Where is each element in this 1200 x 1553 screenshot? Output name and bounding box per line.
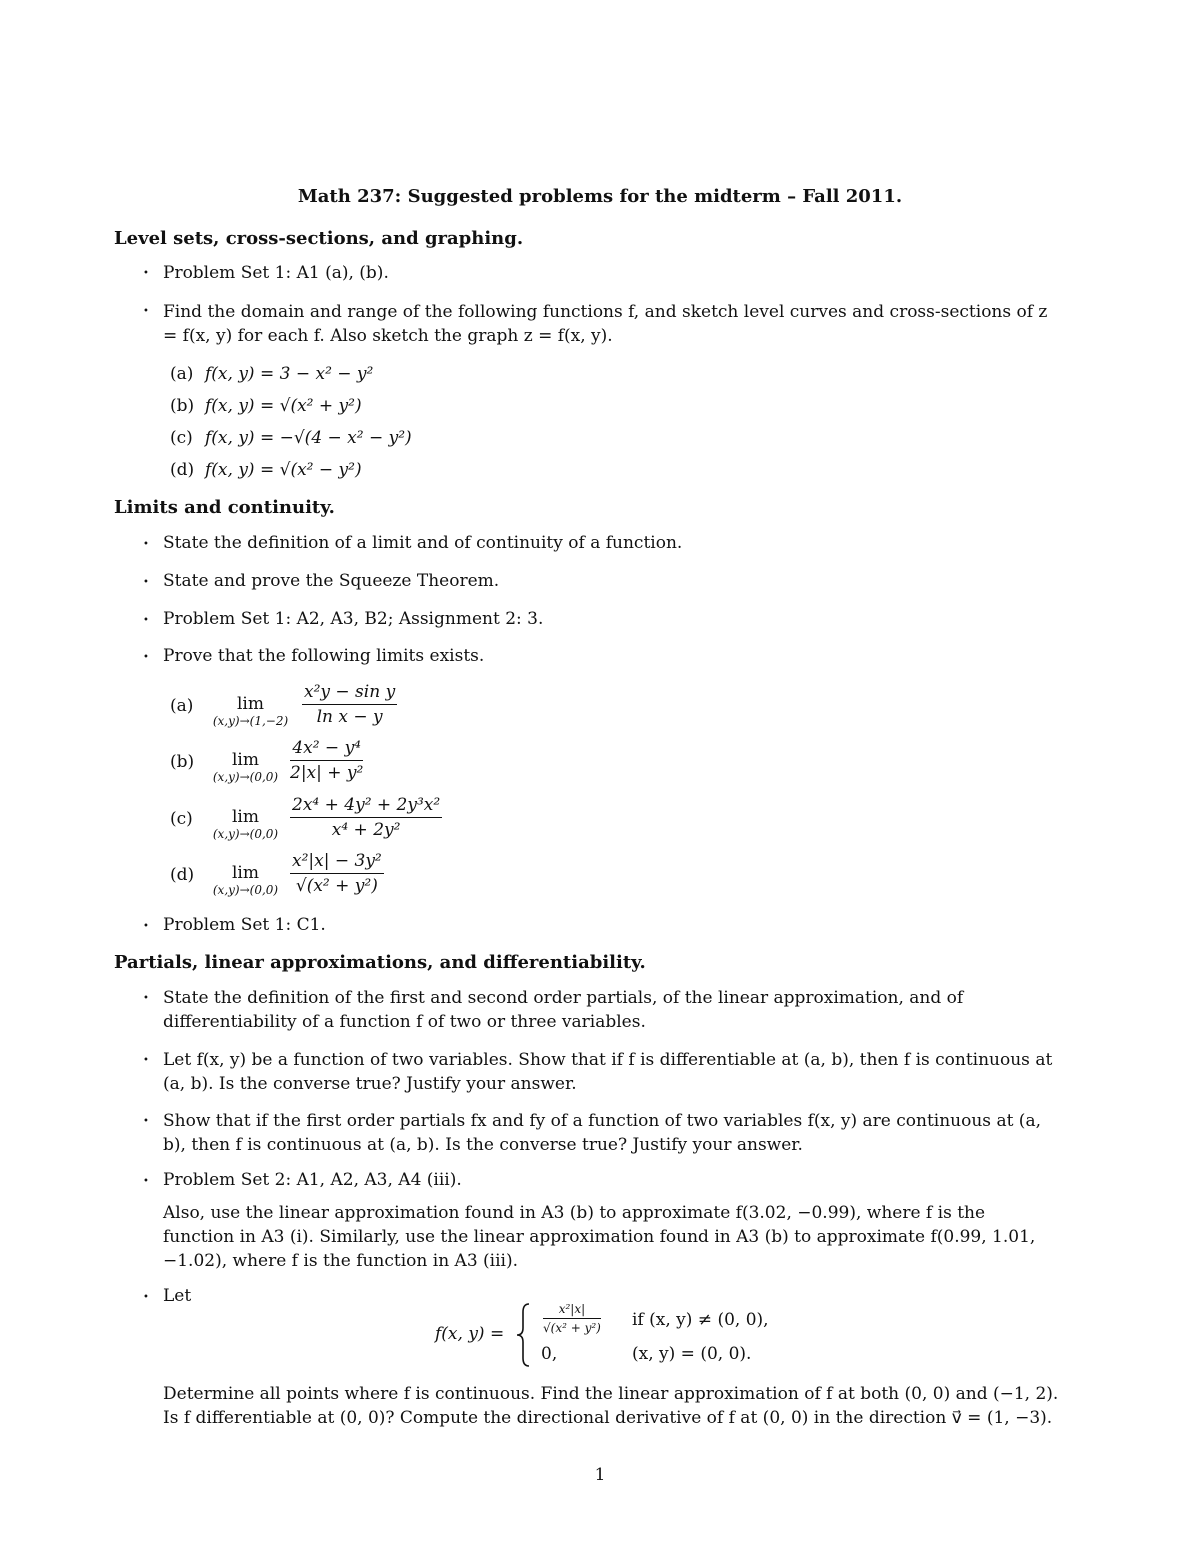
limit-d: [0, 851, 1200, 903]
bullet-icon: •: [143, 539, 149, 550]
case1-fraction: [543, 1302, 601, 1335]
denominator: x⁴ + 2y²: [331, 820, 401, 840]
piecewise-function: [0, 1300, 1200, 1370]
bullet-icon: •: [143, 921, 149, 932]
fraction: [290, 738, 363, 783]
limit-operator: [203, 863, 288, 897]
page-title: Math 237: Suggested problems for the midterm – Fall 2011.: [297, 186, 903, 207]
lim-text: lim: [232, 807, 259, 827]
bullet-icon: •: [143, 306, 149, 317]
bullet-icon: •: [143, 652, 149, 663]
list-item: State and prove the Squeeze Theorem.: [163, 571, 500, 591]
list-item: Show that if the first order partials fx and fy of a function of two variables f(x, y) are continuous at (a, b), then f is continuous at (a, b). Is the converse true? Justify your answer.: [163, 1111, 1041, 1155]
list-item: Find the domain and range of the following functions f, and sketch level curves and cross-sections of z = f(x, y) for each f. Also sketch the graph z = f(x, y).: [163, 302, 1048, 346]
denominator: √(x² + y²): [543, 1321, 601, 1335]
numerator: x²|x|: [543, 1302, 601, 1319]
list-item: Problem Set 1: A1 (a), (b).: [163, 263, 389, 283]
limit-label: (d): [170, 865, 195, 885]
bullet-icon: •: [143, 1292, 149, 1303]
bullet-icon: •: [143, 268, 149, 279]
lim-subscript: (x,y)→(0,0): [212, 827, 279, 841]
list-item: Let: [163, 1286, 192, 1306]
denominator: ln x − y: [316, 707, 383, 727]
limit-label: (b): [170, 752, 195, 772]
limit-operator: [203, 694, 298, 728]
function-label: (a): [170, 364, 194, 384]
piecewise-lhs: f(x, y) =: [435, 1324, 505, 1344]
function-label: (b): [170, 396, 195, 416]
bullet-icon: •: [143, 577, 149, 588]
numerator: x²|x| − 3y²: [290, 851, 384, 874]
fraction: [302, 682, 397, 727]
list-item: Let f(x, y) be a function of two variables. Show that if f is differentiable at (a, b), then f is continuous at (a, b). Is the converse true? Justify your answer.: [163, 1050, 1053, 1094]
bullet-icon: •: [143, 1116, 149, 1127]
left-brace-icon: [515, 1302, 535, 1368]
lim-subscript: (x,y)→(0,0): [212, 770, 279, 784]
numerator: x²y − sin y: [302, 682, 397, 705]
limit-label: (a): [170, 696, 194, 716]
page-number: 1: [594, 1465, 606, 1485]
lim-subscript: (x,y)→(1,−2): [212, 714, 289, 728]
lim-subscript: (x,y)→(0,0): [212, 883, 279, 897]
list-item: Problem Set 2: A1, A2, A3, A4 (iii).: [163, 1170, 462, 1190]
denominator: 2|x| + y²: [290, 763, 364, 783]
closing-text-1: Determine all points where f is continuous. Find the linear approximation of f at both (0, 0) and (−1, 2).: [163, 1384, 1059, 1404]
section-heading-level-sets: Level sets, cross-sections, and graphing.: [114, 228, 524, 249]
closing-text-2: Is f differentiable at (0, 0)? Compute the directional derivative of f at (0, 0) in the direction v⃗ = (1, −3).: [163, 1408, 1053, 1428]
lim-text: lim: [237, 694, 264, 714]
function-expression: f(x, y) = −√(4 − x² − y²): [205, 428, 412, 448]
bullet-icon: •: [143, 615, 149, 626]
function-label: (d): [170, 460, 195, 480]
list-item: Problem Set 1: A2, A3, B2; Assignment 2: 3.: [163, 609, 544, 629]
limit-operator: [203, 750, 288, 784]
list-item: Prove that the following limits exists.: [163, 646, 485, 666]
lim-text: lim: [232, 750, 259, 770]
case1-condition: if (x, y) ≠ (0, 0),: [632, 1310, 769, 1330]
denominator: √(x² + y²): [295, 876, 378, 896]
section-heading-partials: Partials, linear approximations, and differentiability.: [114, 952, 646, 973]
bullet-icon: •: [143, 993, 149, 1004]
limit-operator: [203, 807, 288, 841]
bullet-icon: •: [143, 1055, 149, 1066]
numerator: 2x⁴ + 4y² + 2y³x²: [290, 795, 442, 818]
limit-c: [0, 795, 1200, 843]
function-expression: f(x, y) = √(x² − y²): [205, 460, 362, 480]
fraction: [290, 795, 442, 840]
function-expression: f(x, y) = √(x² + y²): [205, 396, 362, 416]
lim-text: lim: [232, 863, 259, 883]
function-label: (c): [170, 428, 193, 448]
limit-b: [0, 738, 1200, 786]
limit-label: (c): [170, 809, 193, 829]
case2-condition: (x, y) = (0, 0).: [632, 1344, 752, 1364]
section-heading-limits: Limits and continuity.: [114, 497, 335, 518]
bullet-icon: •: [143, 1176, 149, 1187]
fraction: [290, 851, 384, 896]
list-item: State the definition of the first and second order partials, of the linear approximation, and of differentiability of a function f of two or three variables.: [163, 988, 964, 1032]
list-item: State the definition of a limit and of continuity of a function.: [163, 533, 683, 553]
case2-value: 0,: [541, 1344, 558, 1364]
ps2-followup: Also, use the linear approximation found in A3 (b) to approximate f(3.02, −0.99), where f is the function in A3 (i). Similarly, use the linear approximation found in A3 (b) to approximate f(0.99, 1.01, −1.02), where f is the function in A3 (iii).: [163, 1203, 1036, 1271]
limit-a: [0, 682, 1200, 730]
numerator: 4x² − y⁴: [290, 738, 363, 761]
function-expression: f(x, y) = 3 − x² − y²: [205, 364, 374, 384]
list-item: Problem Set 1: C1.: [163, 915, 326, 935]
